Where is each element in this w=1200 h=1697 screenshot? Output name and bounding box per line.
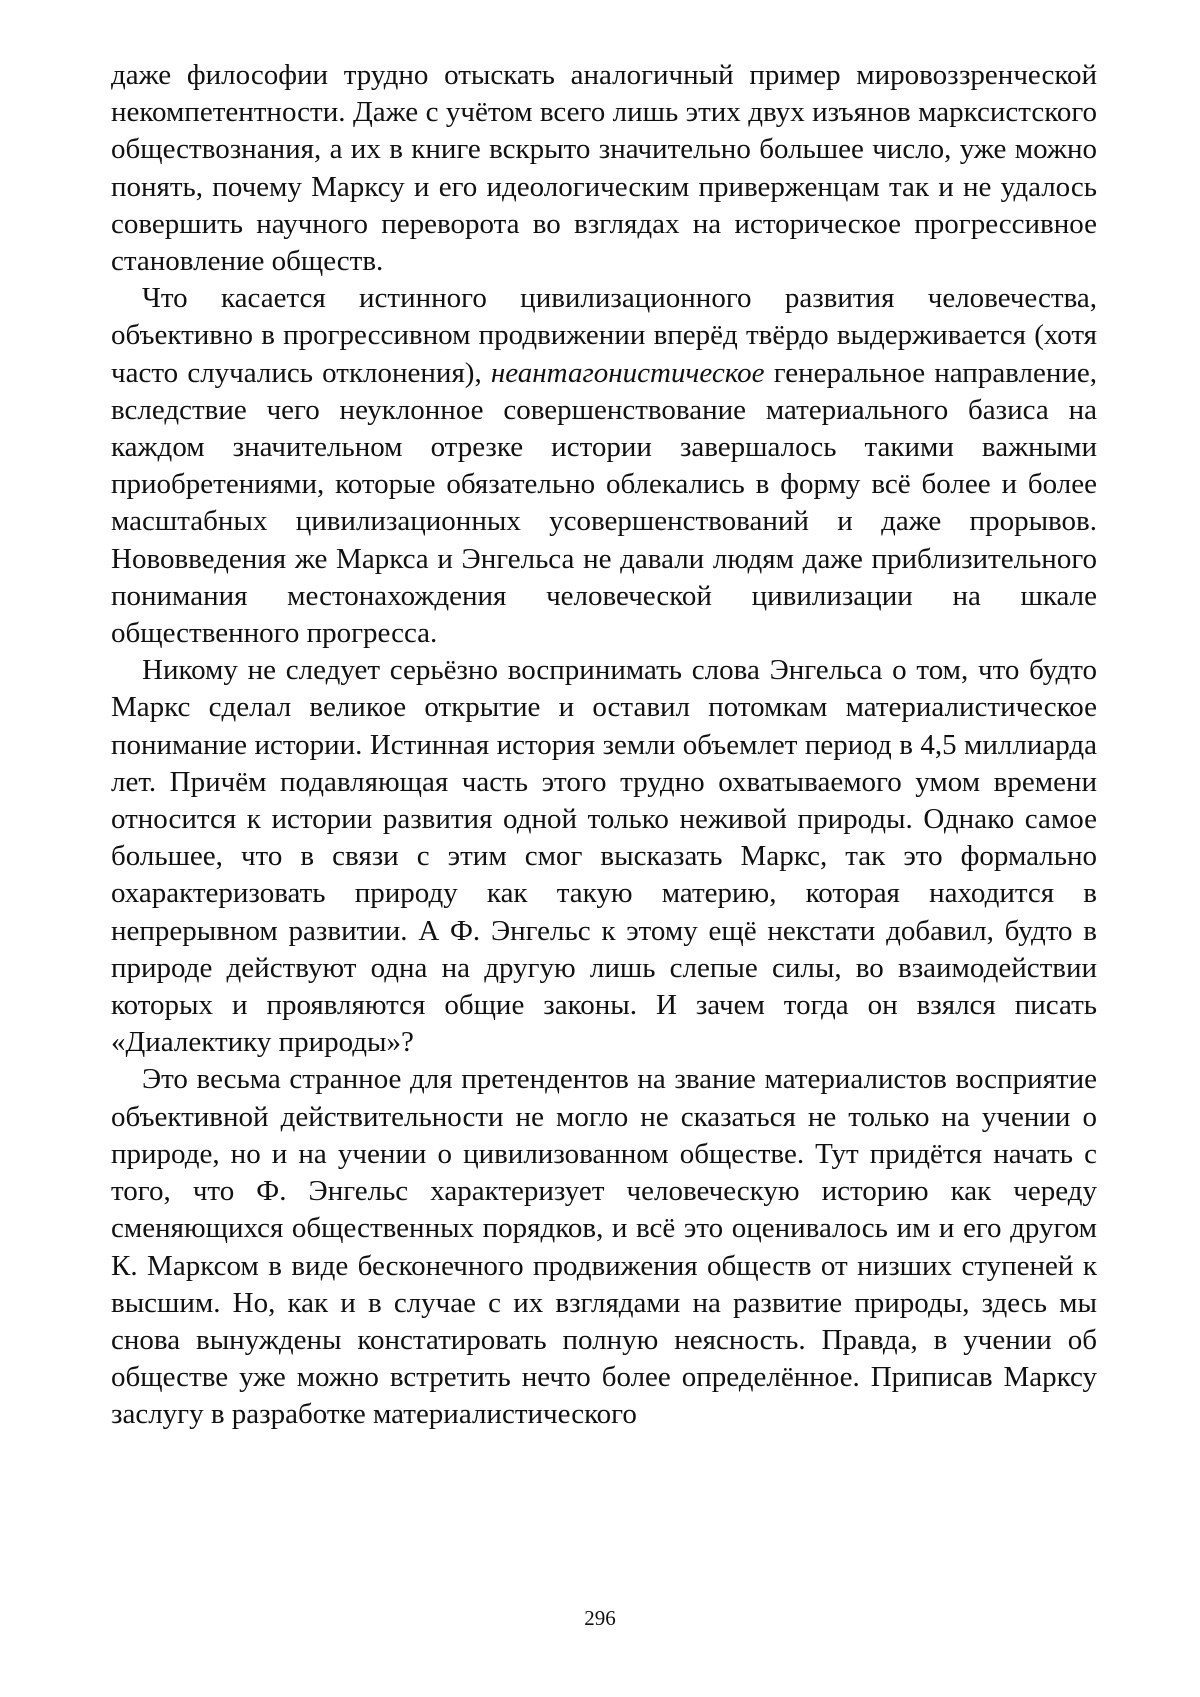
page-number: 296 bbox=[584, 1606, 616, 1630]
paragraph-engels-history: Никому не следует серьёзно воспринимать слова Энгельса о том, что будто Маркс сделал великое открытие и оставил потомкам материалистическое понимание истории. Истинная история земли объемлет период в 4,5 миллиарда лет. Причём подавляющая часть этого трудно охватываемого умом времени относится к истории развития одной только неживой природы. Однако самое большее, что в связи с этим смог высказать Маркс, так это формально охарактеризовать природу как такую материю, которая находится в непрерывном развитии. А Ф. Энгельс к этому ещё некстати добавил, будто в природе действуют одна на другую лишь слепые силы, во взаимодействии которых и проявляются общие законы. И зачем тогда он взялся писать «Диалектику природы»? bbox=[111, 654, 1097, 1059]
italic-term: неантагонистическое bbox=[490, 356, 765, 389]
paragraph-continuation: даже философии трудно отыскать аналогичный пример мировоззренческой некомпетентности. Даже с учётом всего лишь этих двух изъянов марксистского обществознания, а их в книге вскрыто значительно большее число, уже можно понять, почему Марксу и его идеологическим приверженцам так и не удалось совершить научного переворота во взглядах на историческое прогрессивное становление обществ. bbox=[111, 59, 1097, 278]
book-page-text bbox=[111, 57, 1097, 1434]
paragraph-text-before-italic: Что касается истинного цивилизационного развития человечества, объективно в прогрессивном продвижении вперёд твёрдо выдерживается (хотя часто случались отклонения), bbox=[111, 282, 1097, 389]
paragraph-text-after-italic: генеральное направление, вследствие чего неуклонное совершенствование материального базиса на каждом значительном отрезке истории завершалось такими важными приобретениями, которые обязательно облекались в форму всё более и более масштабных цивилизационных усовершенствований и даже прорывов. Нововведения же Маркса и Энгельса не давали людям даже приблизительного понимания местонахождения человеческой цивилизации на шкале общественного прогресса. bbox=[111, 356, 1098, 650]
paragraph-society-history: Это весьма странное для претендентов на звание материалистов восприятие объективной действительности не могло не сказаться не только на учении о природе, но и на учении о цивилизованном обществе. Тут придётся начать с того, что Ф. Энгельс характеризует человеческую историю как череду сменяющихся общественных порядков, и всё это оценивалось им и его другом К. Марксом в виде бесконечного продвижения обществ от низших ступеней к высшим. Но, как и в случае с их взглядами на развитие природы, здесь мы снова вынуждены констатировать полную неясность. Правда, в учении об обществе уже можно встретить нечто более определённое. Приписав Марксу заслугу в разработке материалистического bbox=[111, 1063, 1097, 1431]
paragraph-civilization-development bbox=[111, 280, 1097, 652]
